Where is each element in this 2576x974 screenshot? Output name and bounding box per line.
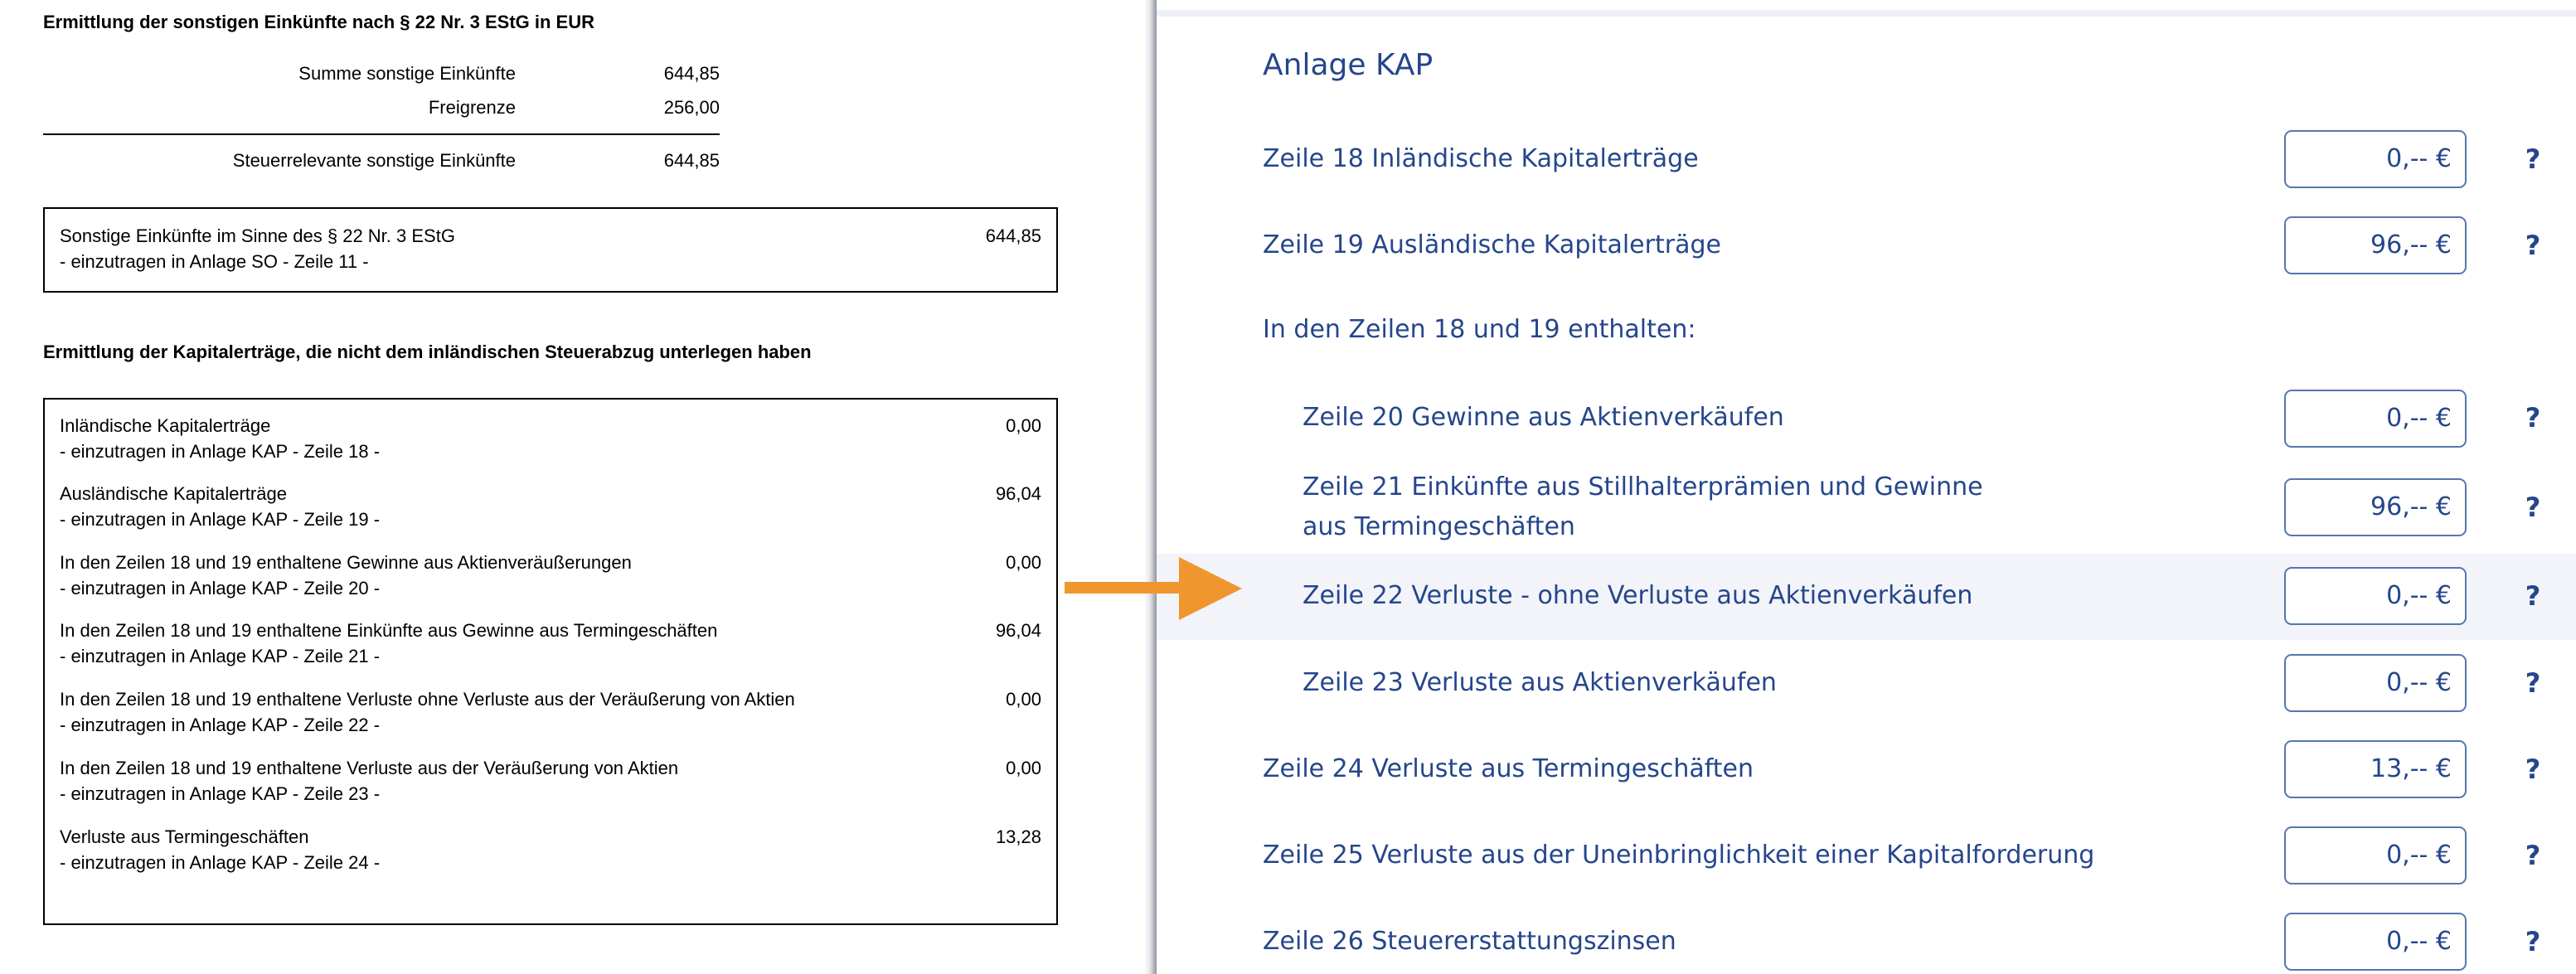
question-mark-icon[interactable]: ? <box>2525 143 2541 175</box>
question-mark-icon[interactable]: ? <box>2525 402 2541 434</box>
form-row-zeile-24 <box>1157 733 2576 802</box>
zeile-26-input[interactable]: 0,-- € <box>2284 913 2467 971</box>
row-label: Zeile 20 Gewinne aus Aktienverkäufen <box>1303 403 1784 432</box>
entry-subtitle: - einzutragen in Anlage KAP - Zeile 23 - <box>60 783 381 804</box>
kap-entry-zeile-23 <box>60 758 1041 816</box>
question-mark-icon[interactable]: ? <box>2525 230 2541 261</box>
row-label: Zeile 21 Einkünfte aus Stillhalterprämien und Gewinne aus Termingeschäften <box>1303 472 1983 541</box>
summary-divider <box>43 133 720 135</box>
question-mark-icon[interactable]: ? <box>2525 667 2541 699</box>
form-row-zeile-22 <box>1157 554 2576 640</box>
question-mark-icon[interactable]: ? <box>2525 492 2541 523</box>
section-title-sonstige-einkuenfte: Ermittlung der sonstigen Einkünfte nach § 22 Nr. 3 EStG in EUR <box>43 12 595 32</box>
entry-value: 0,00 <box>1006 415 1041 436</box>
tax-document <box>0 0 1144 974</box>
entry-value: 96,04 <box>995 620 1041 641</box>
entry-title: In den Zeilen 18 und 19 enthaltene Verluste aus der Veräußerung von Aktien <box>60 758 679 778</box>
zeile-19-input[interactable]: 96,-- € <box>2284 216 2467 274</box>
form-title: Anlage KAP <box>1263 48 1434 82</box>
summary-label: Summe sonstige Einkünfte <box>298 63 516 84</box>
question-mark-icon[interactable]: ? <box>2525 926 2541 957</box>
summary-row-steuerrelevant <box>43 150 720 175</box>
row-label: Zeile 22 Verluste - ohne Verluste aus Aktienverkäufen <box>1303 581 1973 610</box>
entry-title: Ausländische Kapitalerträge <box>60 483 287 504</box>
right-arrow-icon <box>1065 557 1244 620</box>
panel-divider <box>1144 0 1157 974</box>
form-row-group-heading <box>1157 310 2576 353</box>
row-label: Zeile 24 Verluste aus Termingeschäften <box>1263 754 1754 783</box>
form-row-zeile-19 <box>1157 212 2576 282</box>
form-row-zeile-21 <box>1157 466 2576 555</box>
form-row-zeile-25 <box>1157 819 2576 889</box>
summary-label: Freigrenze <box>428 97 516 118</box>
entry-subtitle: - einzutragen in Anlage KAP - Zeile 19 - <box>60 509 381 530</box>
anlage-kap-form <box>1157 0 2576 974</box>
entry-value: 0,00 <box>1006 689 1041 710</box>
kap-entry-zeile-24 <box>60 826 1041 884</box>
zeile-21-input[interactable]: 96,-- € <box>2284 478 2467 536</box>
row-label: Zeile 25 Verluste aus der Uneinbringlichkeit einer Kapitalforderung <box>1263 841 2095 870</box>
form-top-border <box>1157 10 2576 17</box>
kap-entry-zeile-21 <box>60 620 1041 678</box>
zeile-20-input[interactable]: 0,-- € <box>2284 390 2467 448</box>
entry-title: In den Zeilen 18 und 19 enthaltene Verluste ohne Verluste aus der Veräußerung von Aktien <box>60 689 795 710</box>
kapitalertraege-box <box>43 398 1058 925</box>
summary-value: 256,00 <box>663 97 720 118</box>
summary-row-freigrenze <box>43 97 720 122</box>
zeile-24-input[interactable]: 13,-- € <box>2284 740 2467 798</box>
row-label: Zeile 18 Inländische Kapitalerträge <box>1263 144 1699 173</box>
zeile-23-input[interactable]: 0,-- € <box>2284 654 2467 712</box>
zeile-18-input[interactable]: 0,-- € <box>2284 130 2467 188</box>
entry-title: Inländische Kapitalerträge <box>60 415 271 436</box>
entry-subtitle: - einzutragen in Anlage KAP - Zeile 22 - <box>60 715 381 735</box>
summary-value: 644,85 <box>663 150 720 171</box>
form-row-zeile-26 <box>1157 905 2576 974</box>
question-mark-icon[interactable]: ? <box>2525 840 2541 871</box>
entry-subtitle: - einzutragen in Anlage SO - Zeile 11 - <box>60 251 369 272</box>
entry-subtitle: - einzutragen in Anlage KAP - Zeile 24 - <box>60 852 381 873</box>
anlage-so-box <box>43 207 1058 293</box>
form-row-zeile-20 <box>1157 386 2576 456</box>
entry-value: 0,00 <box>1006 552 1041 573</box>
group-heading: In den Zeilen 18 und 19 enthalten: <box>1263 315 1696 344</box>
form-row-zeile-23 <box>1157 645 2576 715</box>
entry-value: 644,85 <box>985 225 1041 246</box>
row-label: Zeile 19 Ausländische Kapitalerträge <box>1263 230 1721 259</box>
entry-subtitle: - einzutragen in Anlage KAP - Zeile 21 - <box>60 646 381 666</box>
entry-title: Verluste aus Termingeschäften <box>60 826 309 847</box>
entry-subtitle: - einzutragen in Anlage KAP - Zeile 18 - <box>60 441 381 462</box>
summary-row-summe <box>43 63 720 88</box>
row-label: Zeile 23 Verluste aus Aktienverkäufen <box>1303 668 1777 697</box>
entry-value: 96,04 <box>995 483 1041 504</box>
question-mark-icon[interactable]: ? <box>2525 754 2541 785</box>
kap-entry-zeile-20 <box>60 552 1041 610</box>
entry-title: In den Zeilen 18 und 19 enthaltene Einkünfte aus Gewinne aus Termingeschäften <box>60 620 718 641</box>
entry-title: In den Zeilen 18 und 19 enthaltene Gewinne aus Aktienveräußerungen <box>60 552 632 573</box>
kap-entry-zeile-19 <box>60 483 1041 541</box>
kap-entry-zeile-18 <box>60 415 1041 473</box>
summary-label: Steuerrelevante sonstige Einkünfte <box>232 150 516 171</box>
zeile-22-input[interactable]: 0,-- € <box>2284 567 2467 625</box>
form-row-zeile-18 <box>1157 124 2576 194</box>
summary-value: 644,85 <box>663 63 720 84</box>
entry-title: Sonstige Einkünfte im Sinne des § 22 Nr. 3 EStG <box>60 225 455 246</box>
entry-value: 13,28 <box>995 826 1041 847</box>
entry-subtitle: - einzutragen in Anlage KAP - Zeile 20 - <box>60 578 381 598</box>
section-title-kapitalertraege: Ermittlung der Kapitalerträge, die nicht dem inländischen Steuerabzug unterlegen haben <box>43 342 812 362</box>
kap-entry-zeile-22 <box>60 689 1041 747</box>
entry-value: 0,00 <box>1006 758 1041 778</box>
zeile-25-input[interactable]: 0,-- € <box>2284 826 2467 884</box>
anlage-so-entry <box>60 225 1041 283</box>
question-mark-icon[interactable]: ? <box>2525 580 2541 612</box>
row-label: Zeile 26 Steuererstattungszinsen <box>1263 927 1676 956</box>
